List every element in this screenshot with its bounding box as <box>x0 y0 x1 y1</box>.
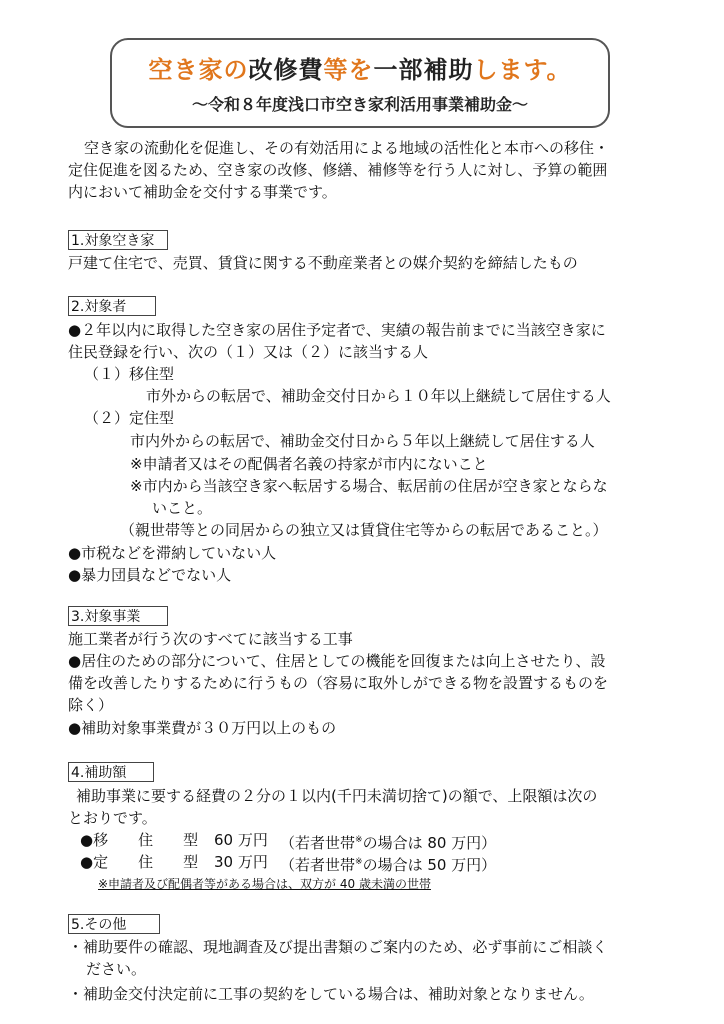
s3-line-1: 施工業者が行う次のすべてに該当する工事 <box>68 630 353 648</box>
s2-line-1: ●２年以内に取得した空き家の居住予定者で、実績の報告前までに当該空き家に <box>68 321 606 339</box>
title-part3: 等を <box>323 56 374 84</box>
section5-heading: 5.その他 <box>68 914 160 934</box>
s5-line-2: ださい。 <box>86 960 147 978</box>
s3-line-3: 備を改善したりするために行うもの（容易に取外しができる物を設置するものを <box>68 674 609 692</box>
title-part4: 一部補助 <box>373 56 474 84</box>
section1-heading: 1.対象空き家 <box>68 230 168 250</box>
s2-line-7: ※申請者又はその配偶者名義の持家が市内にないこと <box>130 455 488 473</box>
intro-line-3: 内において補助金を交付する事業です。 <box>68 183 337 201</box>
rate-settle-note: （若者世帯※の場合は 50 万円） <box>280 856 497 874</box>
s5-line-3: ・補助金交付決定前に工事の契約をしている場合は、補助対象となりません。 <box>68 985 594 1003</box>
title-box <box>110 38 610 128</box>
section4-heading: 4.補助額 <box>68 762 154 782</box>
footnote-mark: ※ <box>355 835 363 845</box>
s2-line-2: 住民登録を行い、次の（１）又は（２）に該当する人 <box>68 343 429 361</box>
s2-line-12: ●暴力団員などでない人 <box>68 566 232 584</box>
s4-line-2: とおりです。 <box>68 809 157 827</box>
intro-line-2: 定住促進を図るため、空き家の改修、修繕、補修等を行う人に対し、予算の範囲 <box>68 161 608 179</box>
s3-line-4: 除く） <box>68 696 114 714</box>
s2-line-9: いこと。 <box>152 499 213 517</box>
rate-settle-label: ●定 住 型 <box>80 853 199 871</box>
rate-migration-amount: 60 万円 <box>214 831 268 849</box>
s2-line-3: （１）移住型 <box>84 365 175 383</box>
title-part1: 空き家の <box>148 56 249 84</box>
title-part2: 改修費 <box>248 56 324 84</box>
rate-migration-label: ●移 住 型 <box>80 831 199 849</box>
s2-line-10: （親世帯等との同居からの独立又は賃貸住宅等からの転居であること。） <box>120 521 608 539</box>
s2-line-11: ●市税などを滞納していない人 <box>68 544 277 562</box>
section3-heading: 3.対象事業 <box>68 606 168 626</box>
s2-line-6: 市内外からの転居で、補助金交付日から５年以上継続して居住する人 <box>130 432 595 450</box>
subtitle: ～令和８年度浅口市空き家利活用事業補助金～ <box>191 95 528 114</box>
s2-line-4: 市外からの転居で、補助金交付日から１０年以上継続して居住する人 <box>146 387 611 405</box>
section1-body: 戸建て住宅で、売買、賃貸に関する不動産業者との媒介契約を締結したもの <box>68 254 578 272</box>
s3-line-2: ●居住のための部分について、住居としての機能を回復または向上させたり、設 <box>68 652 606 670</box>
s3-line-5: ●補助対象事業費が３０万円以上のもの <box>68 719 337 737</box>
main-title <box>112 50 608 85</box>
s4-footnote: ※申請者及び配偶者等がある場合は、双方が 40 歳未満の世帯 <box>98 877 431 891</box>
intro-line-1: 空き家の流動化を促進し、その有効活用による地域の活性化と本市への移住・ <box>84 139 610 157</box>
footnote-mark: ※ <box>355 857 363 867</box>
s2-line-8: ※市内から当該空き家へ転居する場合、転居前の住居が空き家とならな <box>130 477 608 495</box>
rate-settle-amount: 30 万円 <box>214 853 268 871</box>
s2-line-5: （２）定住型 <box>84 409 175 427</box>
title-part5: します。 <box>473 56 572 84</box>
s5-line-1: ・補助要件の確認、現地調査及び提出書類のご案内のため、必ず事前にご相談く <box>68 938 608 956</box>
s4-line-1: 補助事業に要する経費の２分の１以内(千円未満切捨て)の額で、上限額は次の <box>76 787 598 805</box>
section2-heading: 2.対象者 <box>68 296 156 316</box>
rate-migration-note: （若者世帯※の場合は 80 万円） <box>280 834 497 852</box>
